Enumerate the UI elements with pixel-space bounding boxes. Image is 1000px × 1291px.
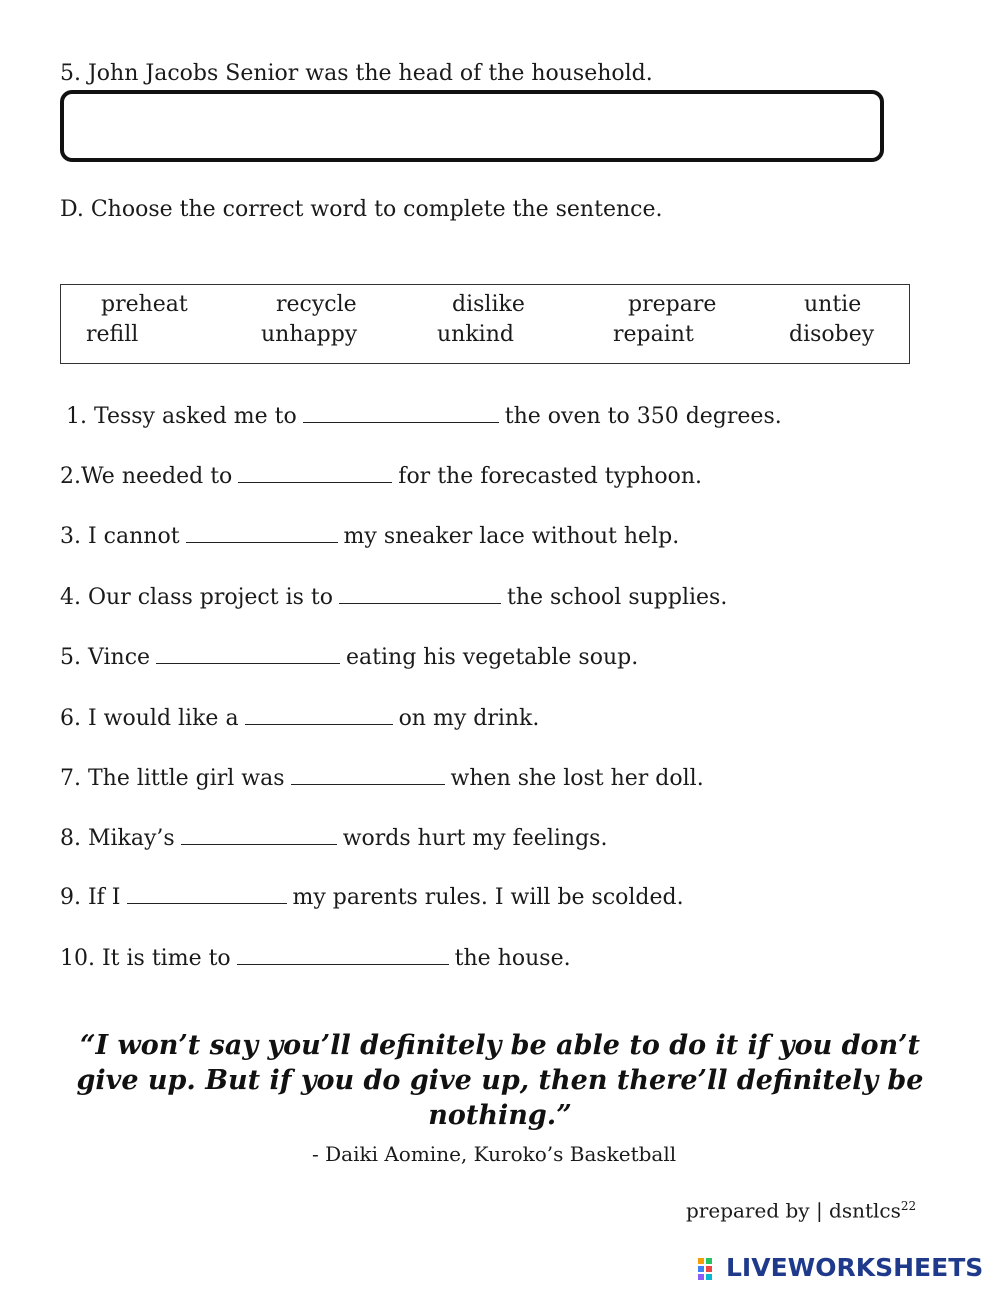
sentence-text: when she lost her doll. [450, 766, 704, 791]
word-bank-item: refill [86, 322, 139, 347]
sentence-text: 1. Tessy asked me to [66, 404, 297, 429]
sentence-text: the school supplies. [507, 585, 728, 610]
section-d-instruction: D. Choose the correct word to complete the sentence. [60, 197, 663, 222]
sentence-text: 8. Mikay’s [60, 826, 175, 851]
answer-blank-4[interactable] [339, 579, 501, 604]
quote-line: nothing.” [428, 1100, 572, 1131]
quote [70, 1028, 930, 1133]
liveworksheets-logo-icon [698, 1258, 720, 1280]
sentence-9 [60, 879, 684, 912]
sentence-3 [60, 518, 679, 551]
sentence-6 [60, 700, 539, 733]
sentence-2 [60, 458, 702, 491]
answer-blank-7[interactable] [291, 760, 445, 785]
sentence-1 [66, 398, 782, 431]
word-bank-item: dislike [452, 292, 525, 317]
answer-blank-2[interactable] [238, 458, 392, 483]
word-bank-item: unkind [437, 322, 514, 347]
sentence-text: 5. Vince [60, 645, 151, 670]
sentence-text: 7. The little girl was [60, 766, 285, 791]
word-bank [60, 284, 910, 364]
sentence-text: for the forecasted typhoon. [398, 464, 702, 489]
answer-blank-3[interactable] [186, 518, 338, 543]
sentence-text: 9. If I [60, 885, 121, 910]
word-bank-item: unhappy [261, 322, 358, 347]
sentence-text: 4. Our class project is to [60, 585, 333, 610]
sentence-7 [60, 760, 704, 793]
sentence-5 [60, 639, 638, 672]
sentence-10 [60, 940, 571, 973]
answer-box-question-5[interactable] [60, 90, 884, 162]
word-bank-item: untie [804, 292, 862, 317]
word-bank-item: prepare [628, 292, 717, 317]
sentence-4 [60, 579, 727, 612]
sentence-text: words hurt my feelings. [342, 826, 608, 851]
answer-blank-8[interactable] [181, 820, 337, 845]
sentence-text: eating his vegetable soup. [346, 645, 639, 670]
word-bank-item: preheat [101, 292, 188, 317]
sentence-text: 2.We needed to [60, 464, 233, 489]
word-bank-item: repaint [613, 322, 694, 347]
sentence-text: my parents rules. I will be scolded. [292, 885, 684, 910]
sentence-8 [60, 820, 607, 853]
sentence-text: 6. I would like a [60, 706, 239, 731]
sentence-text: on my drink. [398, 706, 540, 731]
prepared-by-text: prepared by | dsntlcs [686, 1198, 901, 1223]
quote-attribution: - Daiki Aomine, Kuroko’s Basketball [312, 1142, 677, 1166]
word-bank-item: recycle [276, 292, 357, 317]
sentence-text: 10. It is time to [60, 946, 231, 971]
answer-blank-10[interactable] [237, 940, 449, 965]
sentence-text: the oven to 350 degrees. [504, 404, 782, 429]
answer-blank-5[interactable] [156, 639, 340, 664]
prepared-by-superscript: 22 [900, 1199, 917, 1213]
answer-blank-9[interactable] [127, 879, 287, 904]
answer-blank-1[interactable] [303, 398, 499, 423]
prepared-by [686, 1192, 916, 1225]
question-5-text: 5. John Jacobs Senior was the head of the household. [60, 61, 653, 86]
liveworksheets-logo-text: LIVEWORKSHEETS [726, 1253, 984, 1282]
answer-blank-6[interactable] [245, 700, 393, 725]
quote-line: “I won’t say you’ll definitely be able to do it if you don’t [79, 1030, 921, 1061]
quote-line: give up. But if you do give up, then there’ll definitely be [76, 1065, 924, 1096]
sentence-text: the house. [454, 946, 571, 971]
word-bank-item: disobey [789, 322, 875, 347]
sentence-text: 3. I cannot [60, 524, 180, 549]
sentence-text: my sneaker lace without help. [343, 524, 680, 549]
